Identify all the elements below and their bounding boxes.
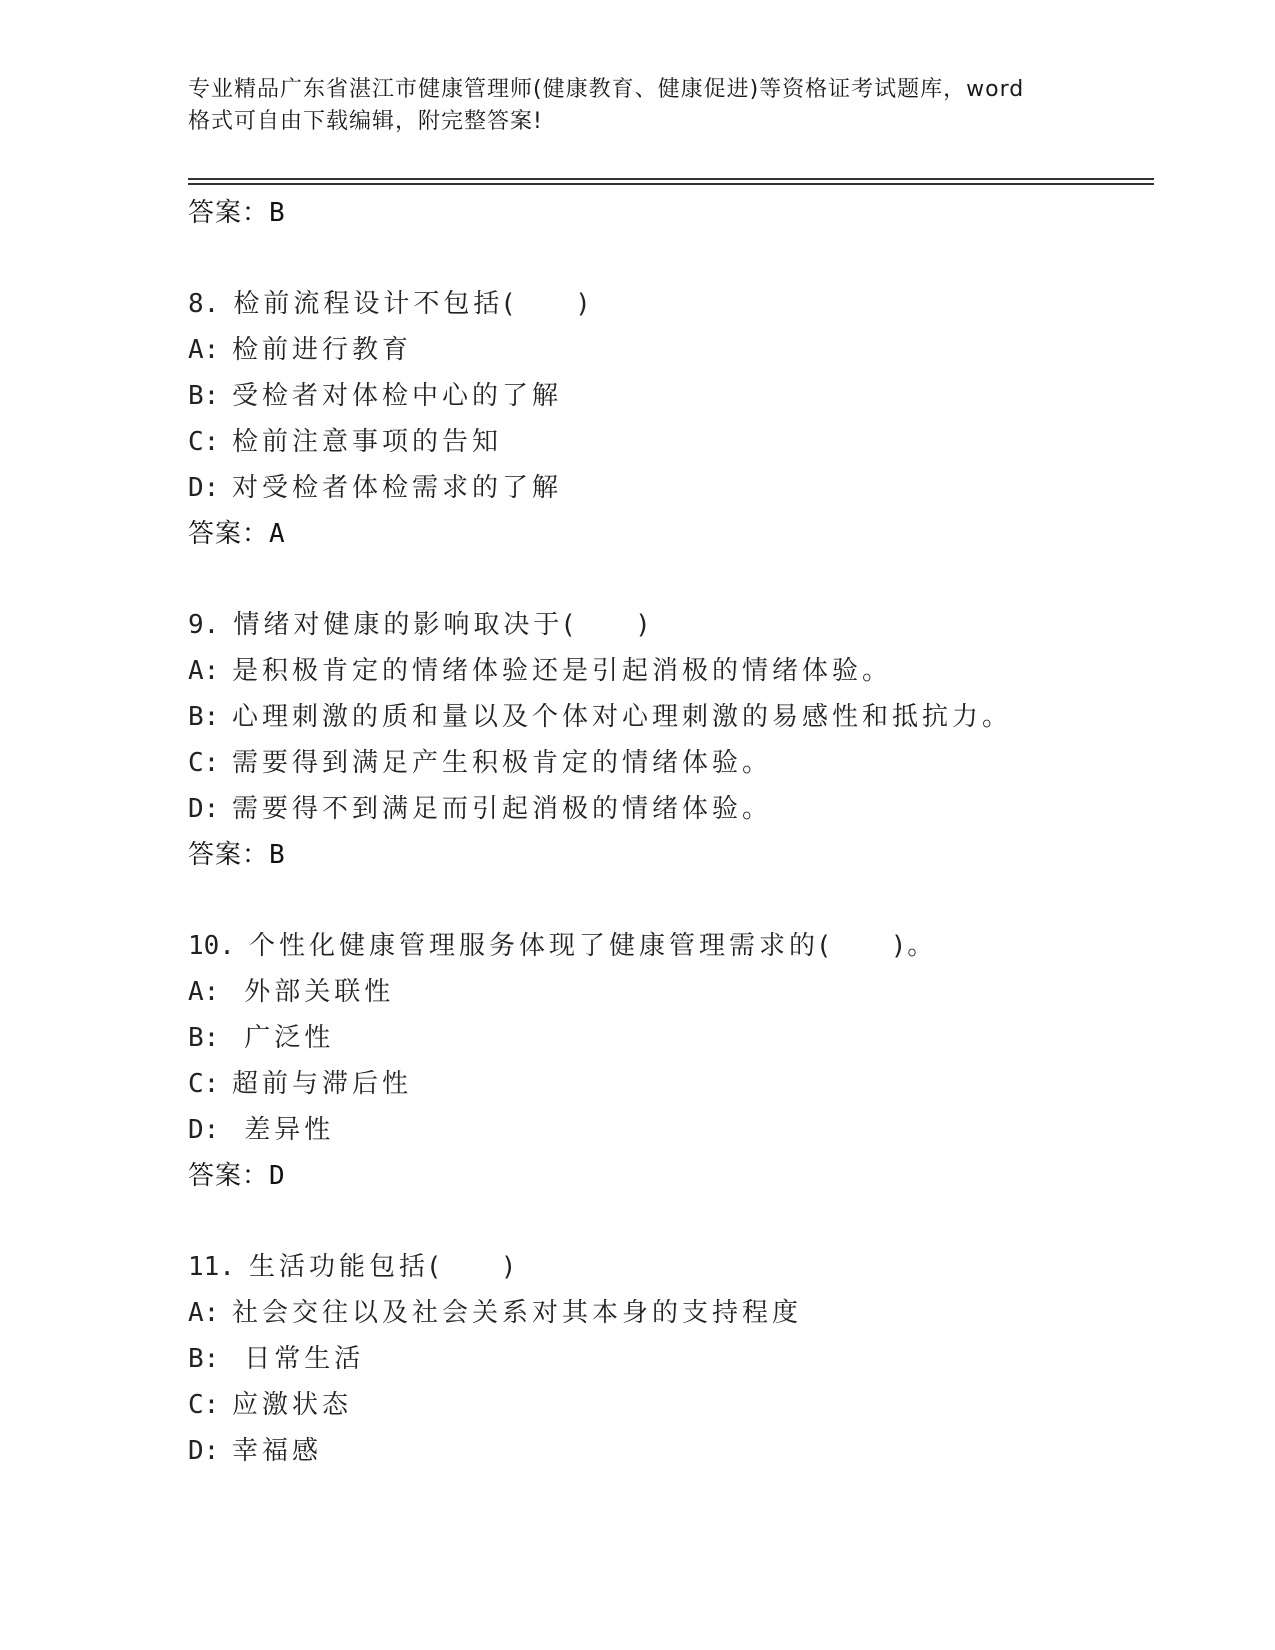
question-stem	[188, 602, 1148, 648]
option-d	[188, 1428, 1148, 1474]
question-list	[188, 190, 1148, 1474]
answer-value: A	[269, 519, 286, 549]
option-a	[188, 327, 1148, 373]
option-text: 检前注意事项的告知	[232, 427, 503, 457]
option-text: 检前进行教育	[232, 335, 413, 365]
option-key: C:	[188, 748, 220, 778]
option-key: B:	[188, 381, 220, 411]
option-a	[188, 1290, 1148, 1336]
question-number: 10.	[188, 931, 235, 961]
option-text: 日常生活	[232, 1344, 365, 1374]
option-text: 对受检者体检需求的了解	[232, 473, 563, 503]
option-key: A:	[188, 335, 220, 365]
option-text: 外部关联性	[232, 977, 395, 1007]
option-text: 心理刺激的质和量以及个体对心理刺激的易感性和抵抗力。	[232, 702, 1013, 732]
question-stem	[188, 1244, 1148, 1290]
option-c	[188, 419, 1148, 465]
option-key: D:	[188, 794, 220, 824]
option-key: D:	[188, 1436, 220, 1466]
question-stem	[188, 923, 1148, 969]
option-b	[188, 373, 1148, 419]
option-key: B:	[188, 1023, 220, 1053]
header-divider-top	[188, 178, 1154, 180]
answer-label: 答案：	[188, 1161, 270, 1191]
answer-line	[188, 190, 1148, 236]
option-a	[188, 969, 1148, 1015]
answer-value: B	[269, 840, 286, 870]
option-b	[188, 1336, 1148, 1382]
option-d	[188, 465, 1148, 511]
answer-label: 答案：	[188, 840, 270, 870]
option-key: B:	[188, 702, 220, 732]
option-key: D:	[188, 473, 220, 503]
option-a	[188, 648, 1148, 694]
question-text: 个性化健康管理服务体现了健康管理需求的( )。	[248, 931, 938, 961]
option-text: 差异性	[232, 1115, 335, 1145]
header-line-2: 格式可自由下载编辑，附完整答案!	[188, 109, 543, 134]
answer-label: 答案：	[188, 519, 270, 549]
answer-value: D	[269, 1161, 286, 1191]
option-key: A:	[188, 977, 220, 1007]
option-b	[188, 694, 1148, 740]
option-d	[188, 786, 1148, 832]
option-key: B:	[188, 1344, 220, 1374]
answer-line	[188, 1153, 1148, 1199]
option-text: 应激状态	[232, 1390, 353, 1420]
option-text: 社会交往以及社会关系对其本身的支持程度	[232, 1298, 803, 1328]
question-number: 11.	[188, 1252, 235, 1282]
answer-line	[188, 832, 1148, 878]
option-key: A:	[188, 656, 220, 686]
question-number: 8.	[188, 289, 220, 319]
answer-line	[188, 511, 1148, 557]
option-text: 需要得不到满足而引起消极的情绪体验。	[232, 794, 773, 824]
option-text: 超前与滞后性	[232, 1069, 413, 1099]
option-key: C:	[188, 1069, 220, 1099]
option-text: 幸福感	[232, 1436, 323, 1466]
header-line-1: 专业精品广东省湛江市健康管理师(健康教育、健康促进)等资格证考试题库，word	[188, 77, 1025, 102]
question-text: 检前流程设计不包括( )	[233, 289, 592, 319]
option-d	[188, 1107, 1148, 1153]
header-divider-bottom	[188, 183, 1154, 185]
option-text: 需要得到满足产生积极肯定的情绪体验。	[232, 748, 773, 778]
question-stem	[188, 281, 1148, 327]
option-key: D:	[188, 1115, 220, 1145]
answer-value: B	[269, 198, 286, 228]
option-b	[188, 1015, 1148, 1061]
question-text: 生活功能包括( )	[248, 1252, 518, 1282]
option-key: C:	[188, 1390, 220, 1420]
option-c	[188, 1382, 1148, 1428]
option-text: 是积极肯定的情绪体验还是引起消极的情绪体验。	[232, 656, 893, 686]
option-c	[188, 740, 1148, 786]
document-header	[188, 74, 1088, 138]
question-text: 情绪对健康的影响取决于( )	[233, 610, 652, 640]
option-text: 广泛性	[232, 1023, 335, 1053]
option-key: C:	[188, 427, 220, 457]
option-text: 受检者对体检中心的了解	[232, 381, 563, 411]
option-c	[188, 1061, 1148, 1107]
question-number: 9.	[188, 610, 220, 640]
answer-label: 答案：	[188, 198, 270, 228]
option-key: A:	[188, 1298, 220, 1328]
